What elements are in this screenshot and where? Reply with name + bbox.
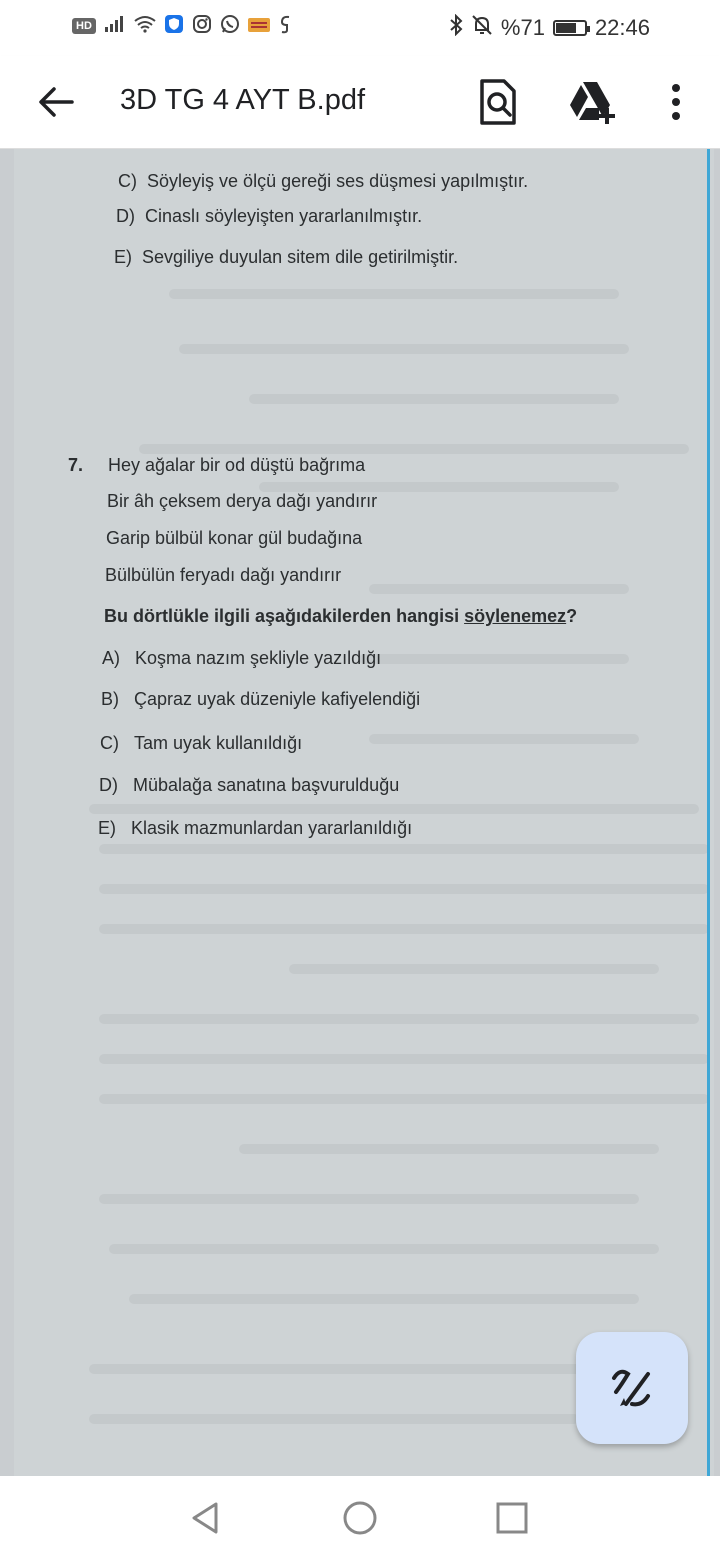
- poem-line: Bir âh çeksem derya dağı yandırır: [107, 491, 378, 511]
- prev-option-letter: E): [114, 247, 132, 267]
- signal-icon: [104, 15, 126, 37]
- edit-annotate-icon: [576, 1332, 688, 1444]
- option-b: [101, 689, 420, 710]
- question-mark: ?: [566, 606, 578, 626]
- battery-icon: [553, 20, 587, 36]
- app-bar: [0, 56, 720, 149]
- prev-option-e: [114, 247, 458, 268]
- status-bar: [0, 0, 720, 56]
- prev-option-text: Cinaslı söyleyişten yararlanılmıştır.: [145, 206, 423, 226]
- poem-line: Garip bülbül konar gül budağına: [106, 528, 363, 548]
- notification-app-icon: [278, 14, 292, 38]
- option-letter: A): [102, 648, 120, 668]
- option-text: Tam uyak kullanıldığı: [134, 733, 303, 753]
- question-stem: [104, 606, 577, 627]
- option-text: Çapraz uyak düzeniyle kafiyelendiği: [134, 689, 421, 709]
- poem-line: Bülbülün feryadı dağı yandırır: [105, 565, 342, 585]
- question-stem-text: Bu dörtlükle ilgili aşağıdakilerden hangisi: [104, 606, 465, 626]
- wifi-icon: [134, 15, 156, 37]
- question-number: 7.: [68, 455, 84, 475]
- nav-home-icon: [340, 1498, 380, 1538]
- page-edge-accent: [707, 149, 710, 1476]
- prev-option-text: Sevgiliye duyulan sitem dile getirilmiştir.: [142, 247, 459, 267]
- nav-home-button[interactable]: [340, 1498, 380, 1538]
- find-in-page-icon: [476, 78, 520, 126]
- news-app-icon: [248, 16, 270, 36]
- prev-option-letter: C): [118, 171, 137, 191]
- option-letter: C): [100, 733, 119, 753]
- nav-back-icon: [186, 1498, 226, 1538]
- shield-app-icon: [164, 14, 184, 38]
- find-in-page-button[interactable]: [476, 78, 520, 126]
- option-e: [98, 818, 412, 839]
- pdf-viewer[interactable]: [0, 149, 720, 1476]
- more-vert-icon: [660, 78, 692, 126]
- option-d: [99, 775, 399, 796]
- pdf-page: [14, 149, 714, 1476]
- status-icons-right: [449, 14, 650, 42]
- annotate-fab-button[interactable]: [576, 1332, 688, 1444]
- arrow-back-icon: [34, 80, 78, 124]
- poem-line: Hey ağalar bir od düştü bağrıma: [108, 455, 366, 475]
- back-button[interactable]: [34, 80, 78, 124]
- add-to-drive-button[interactable]: [566, 78, 616, 126]
- prev-option-c: [118, 171, 528, 192]
- hd-badge: HD: [72, 18, 96, 34]
- document-title: 3D TG 4 AYT B.pdf: [120, 84, 366, 116]
- option-letter: E): [98, 818, 116, 838]
- bluetooth-icon: [449, 14, 463, 42]
- option-letter: B): [101, 689, 119, 709]
- option-c: [100, 733, 302, 754]
- add-to-drive-icon: [566, 78, 616, 126]
- whatsapp-icon: [220, 14, 240, 38]
- system-nav-bar: [0, 1476, 720, 1560]
- option-text: Mübalağa sanatına başvurulduğu: [133, 775, 400, 795]
- mute-bell-icon: [471, 14, 493, 42]
- nav-back-button[interactable]: [186, 1498, 226, 1538]
- nav-recents-icon: [492, 1498, 532, 1538]
- question-stem-emphasis: söylenemez: [464, 606, 567, 626]
- option-text: Klasik mazmunlardan yararlanıldığı: [131, 818, 413, 838]
- option-a: [102, 648, 381, 669]
- instagram-icon: [192, 14, 212, 38]
- prev-option-text: Söyleyiş ve ölçü gereği ses düşmesi yapılmıştır.: [147, 171, 529, 191]
- clock: 22:46: [594, 15, 650, 40]
- option-text: Koşma nazım şekliyle yazıldığı: [135, 648, 382, 668]
- prev-option-letter: D): [116, 206, 135, 226]
- battery-level-fill: [556, 23, 576, 33]
- prev-option-d: [116, 206, 422, 227]
- status-icons-left: [72, 14, 292, 38]
- nav-recents-button[interactable]: [492, 1498, 532, 1538]
- battery-percent: %71: [500, 15, 545, 40]
- option-letter: D): [99, 775, 118, 795]
- more-options-button[interactable]: [660, 78, 692, 126]
